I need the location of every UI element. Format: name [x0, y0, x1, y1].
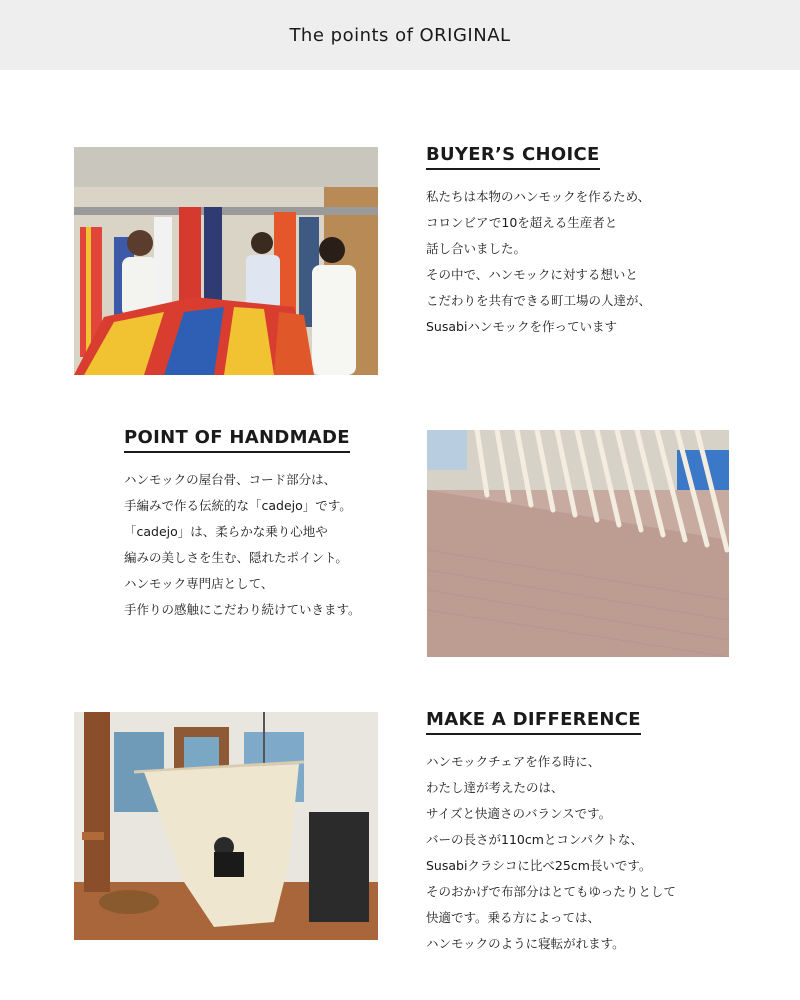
- section-heading: MAKE A DIFFERENCE: [426, 709, 641, 735]
- body-line: サイズと快適さのバランスです。: [426, 805, 612, 821]
- body-line: 「cadejo」は、柔らかな乗り心地や: [124, 523, 328, 539]
- body-line: 話し合いました。: [426, 240, 527, 256]
- body-line: 私たちは本物のハンモックを作るため、: [426, 188, 651, 204]
- body-line: 快適です。乗る方によっては、: [426, 909, 601, 925]
- body-line: ハンモックのように寝転がれます。: [426, 935, 625, 951]
- body-line: ハンモックの屋台骨、コード部分は、: [124, 471, 337, 487]
- section-body: [426, 749, 676, 957]
- title-accent: ORIGINAL: [419, 24, 511, 46]
- title-prefix: The points of: [289, 24, 414, 46]
- body-line: わたし達が考えたのは、: [426, 779, 564, 795]
- section-body: [426, 184, 651, 340]
- body-line: 編みの美しさを生む、隠れたポイント。: [124, 549, 348, 565]
- body-line: ハンモック専門店として、: [124, 575, 274, 591]
- body-line: コロンビアで10を超える生産者と: [426, 214, 618, 230]
- body-line: そのおかげで布部分はとてもゆったりとして: [426, 883, 676, 899]
- handmade-text: [124, 427, 361, 623]
- body-line: 手作りの感触にこだわり続けていきます。: [124, 601, 361, 617]
- body-line: Susabiハンモックを作っています: [426, 318, 618, 334]
- body-line: こだわりを共有できる町工場の人達が、: [426, 292, 652, 308]
- body-line: その中で、ハンモックに対する想いと: [426, 266, 638, 282]
- body-line: 手編みで作る伝統的な「cadejo」です。: [124, 497, 352, 513]
- buyers-choice-photo: [74, 147, 378, 375]
- make-a-difference-photo: [74, 712, 378, 940]
- make-a-difference-text: [426, 709, 676, 957]
- section-heading: POINT OF HANDMADE: [124, 427, 350, 453]
- buyers-choice-text: [426, 144, 651, 340]
- body-line: Susabiクラシコに比べ25cm長いです。: [426, 857, 652, 873]
- section-heading: BUYER’S CHOICE: [426, 144, 600, 170]
- section-body: [124, 467, 361, 623]
- page-title: [289, 25, 510, 46]
- page-header: [0, 0, 800, 70]
- handmade-photo: [427, 430, 729, 657]
- body-line: バーの長さが110cmとコンパクトな、: [426, 831, 644, 847]
- body-line: ハンモックチェアを作る時に、: [426, 753, 601, 769]
